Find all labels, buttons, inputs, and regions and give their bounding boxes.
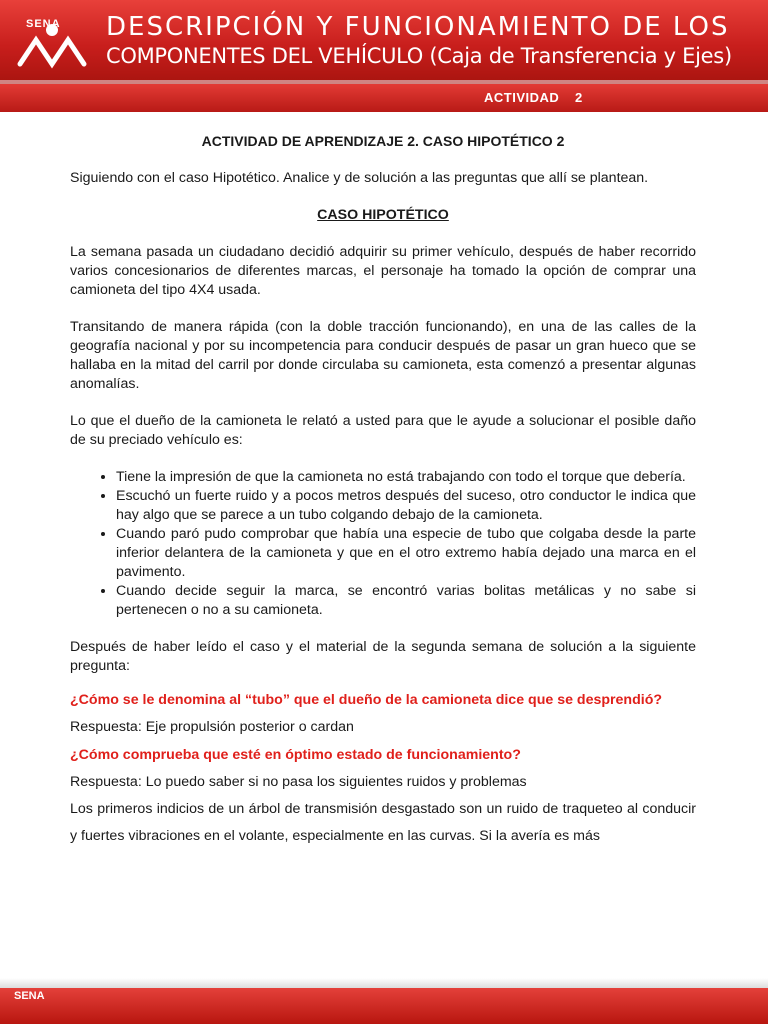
list-item: • Tiene la impresión de que la camioneta no está trabajando con todo el torque que debería. bbox=[116, 468, 696, 487]
sena-logo bbox=[12, 14, 92, 74]
paragraph-2: Transitando de manera rápida (con la doble tracción funcionando), en una de las calles de la geografía nacional y por su incompetencia para conducir después de pasar un gran hueco que se hallaba en la mitad del carril por donde circulaba su camioneta, esta comenzó a presentar algunas anomalías. bbox=[70, 319, 696, 392]
activity-number: 2 bbox=[575, 90, 583, 105]
paragraph-5: Los primeros indicios de un árbol de transmisión desgastado son un ruido de traqueteo al conducir y fuertes vibraciones en el volante, especialmente en las curvas. Si la avería es más bbox=[70, 801, 696, 844]
list-item: • Cuando decide seguir la marca, se encontró varias bolitas metálicas y no sabe si pertenecen o no a su camioneta. bbox=[116, 582, 696, 620]
paragraph-4: Después de haber leído el caso y el material de la segunda semana de solución a la siguiente pregunta: bbox=[70, 639, 696, 674]
question-2: ¿Cómo comprueba que esté en óptimo estado de funcionamiento? bbox=[70, 747, 521, 763]
footer-banner bbox=[0, 970, 768, 1024]
header-title-line1: DESCRIPCIÓN Y FUNCIONAMIENTO DE LOS bbox=[106, 12, 730, 42]
paragraph-1: La semana pasada un ciudadano decidió adquirir su primer vehículo, después de haber recorrido varios concesionarios de diferentes marcas, el personaje ha tomado la opción de comprar una camioneta del tipo 4X4 usada. bbox=[70, 244, 696, 298]
intro-paragraph: Siguiendo con el caso Hipotético. Analice y de solución a las preguntas que allí se plantean. bbox=[70, 170, 649, 186]
footer-band bbox=[0, 988, 768, 1024]
footer-logo-text: SENA bbox=[14, 990, 45, 1002]
document-body bbox=[70, 132, 696, 850]
activity-bar bbox=[0, 84, 768, 112]
header-banner bbox=[0, 0, 768, 84]
document-title: ACTIVIDAD DE APRENDIZAJE 2. CASO HIPOTÉTICO 2 bbox=[201, 133, 565, 149]
question-1: ¿Cómo se le denomina al “tubo” que el dueño de la camioneta dice que se desprendió? bbox=[70, 692, 663, 708]
case-title: CASO HIPOTÉTICO bbox=[317, 207, 449, 223]
header-title-line2: COMPONENTES DEL VEHÍCULO (Caja de Transferencia y Ejes) bbox=[106, 44, 732, 68]
list-item: • Escuchó un fuerte ruido y a pocos metros después del suceso, otro conductor le indica que hay algo que se parece a un tubo colgando debajo de la camioneta. bbox=[116, 487, 696, 525]
answer-1: Respuesta: Eje propulsión posterior o cardan bbox=[70, 719, 354, 735]
footer-shadow bbox=[0, 978, 768, 988]
activity-label: ACTIVIDAD bbox=[484, 90, 560, 105]
list-item: • Cuando paró pudo comprobar que había una especie de tubo que colgaba desde la parte inferior delantera de la camioneta y que en el otro extremo había dejado una marca en el pavimento. bbox=[116, 525, 696, 582]
logo-text: SENA bbox=[26, 18, 61, 30]
symptom-list bbox=[70, 468, 696, 620]
paragraph-3: Lo que el dueño de la camioneta le relató a usted para que le ayude a solucionar el posible daño de su preciado vehículo es: bbox=[70, 413, 696, 448]
answer-2: Respuesta: Lo puedo saber si no pasa los siguientes ruidos y problemas bbox=[70, 774, 527, 790]
